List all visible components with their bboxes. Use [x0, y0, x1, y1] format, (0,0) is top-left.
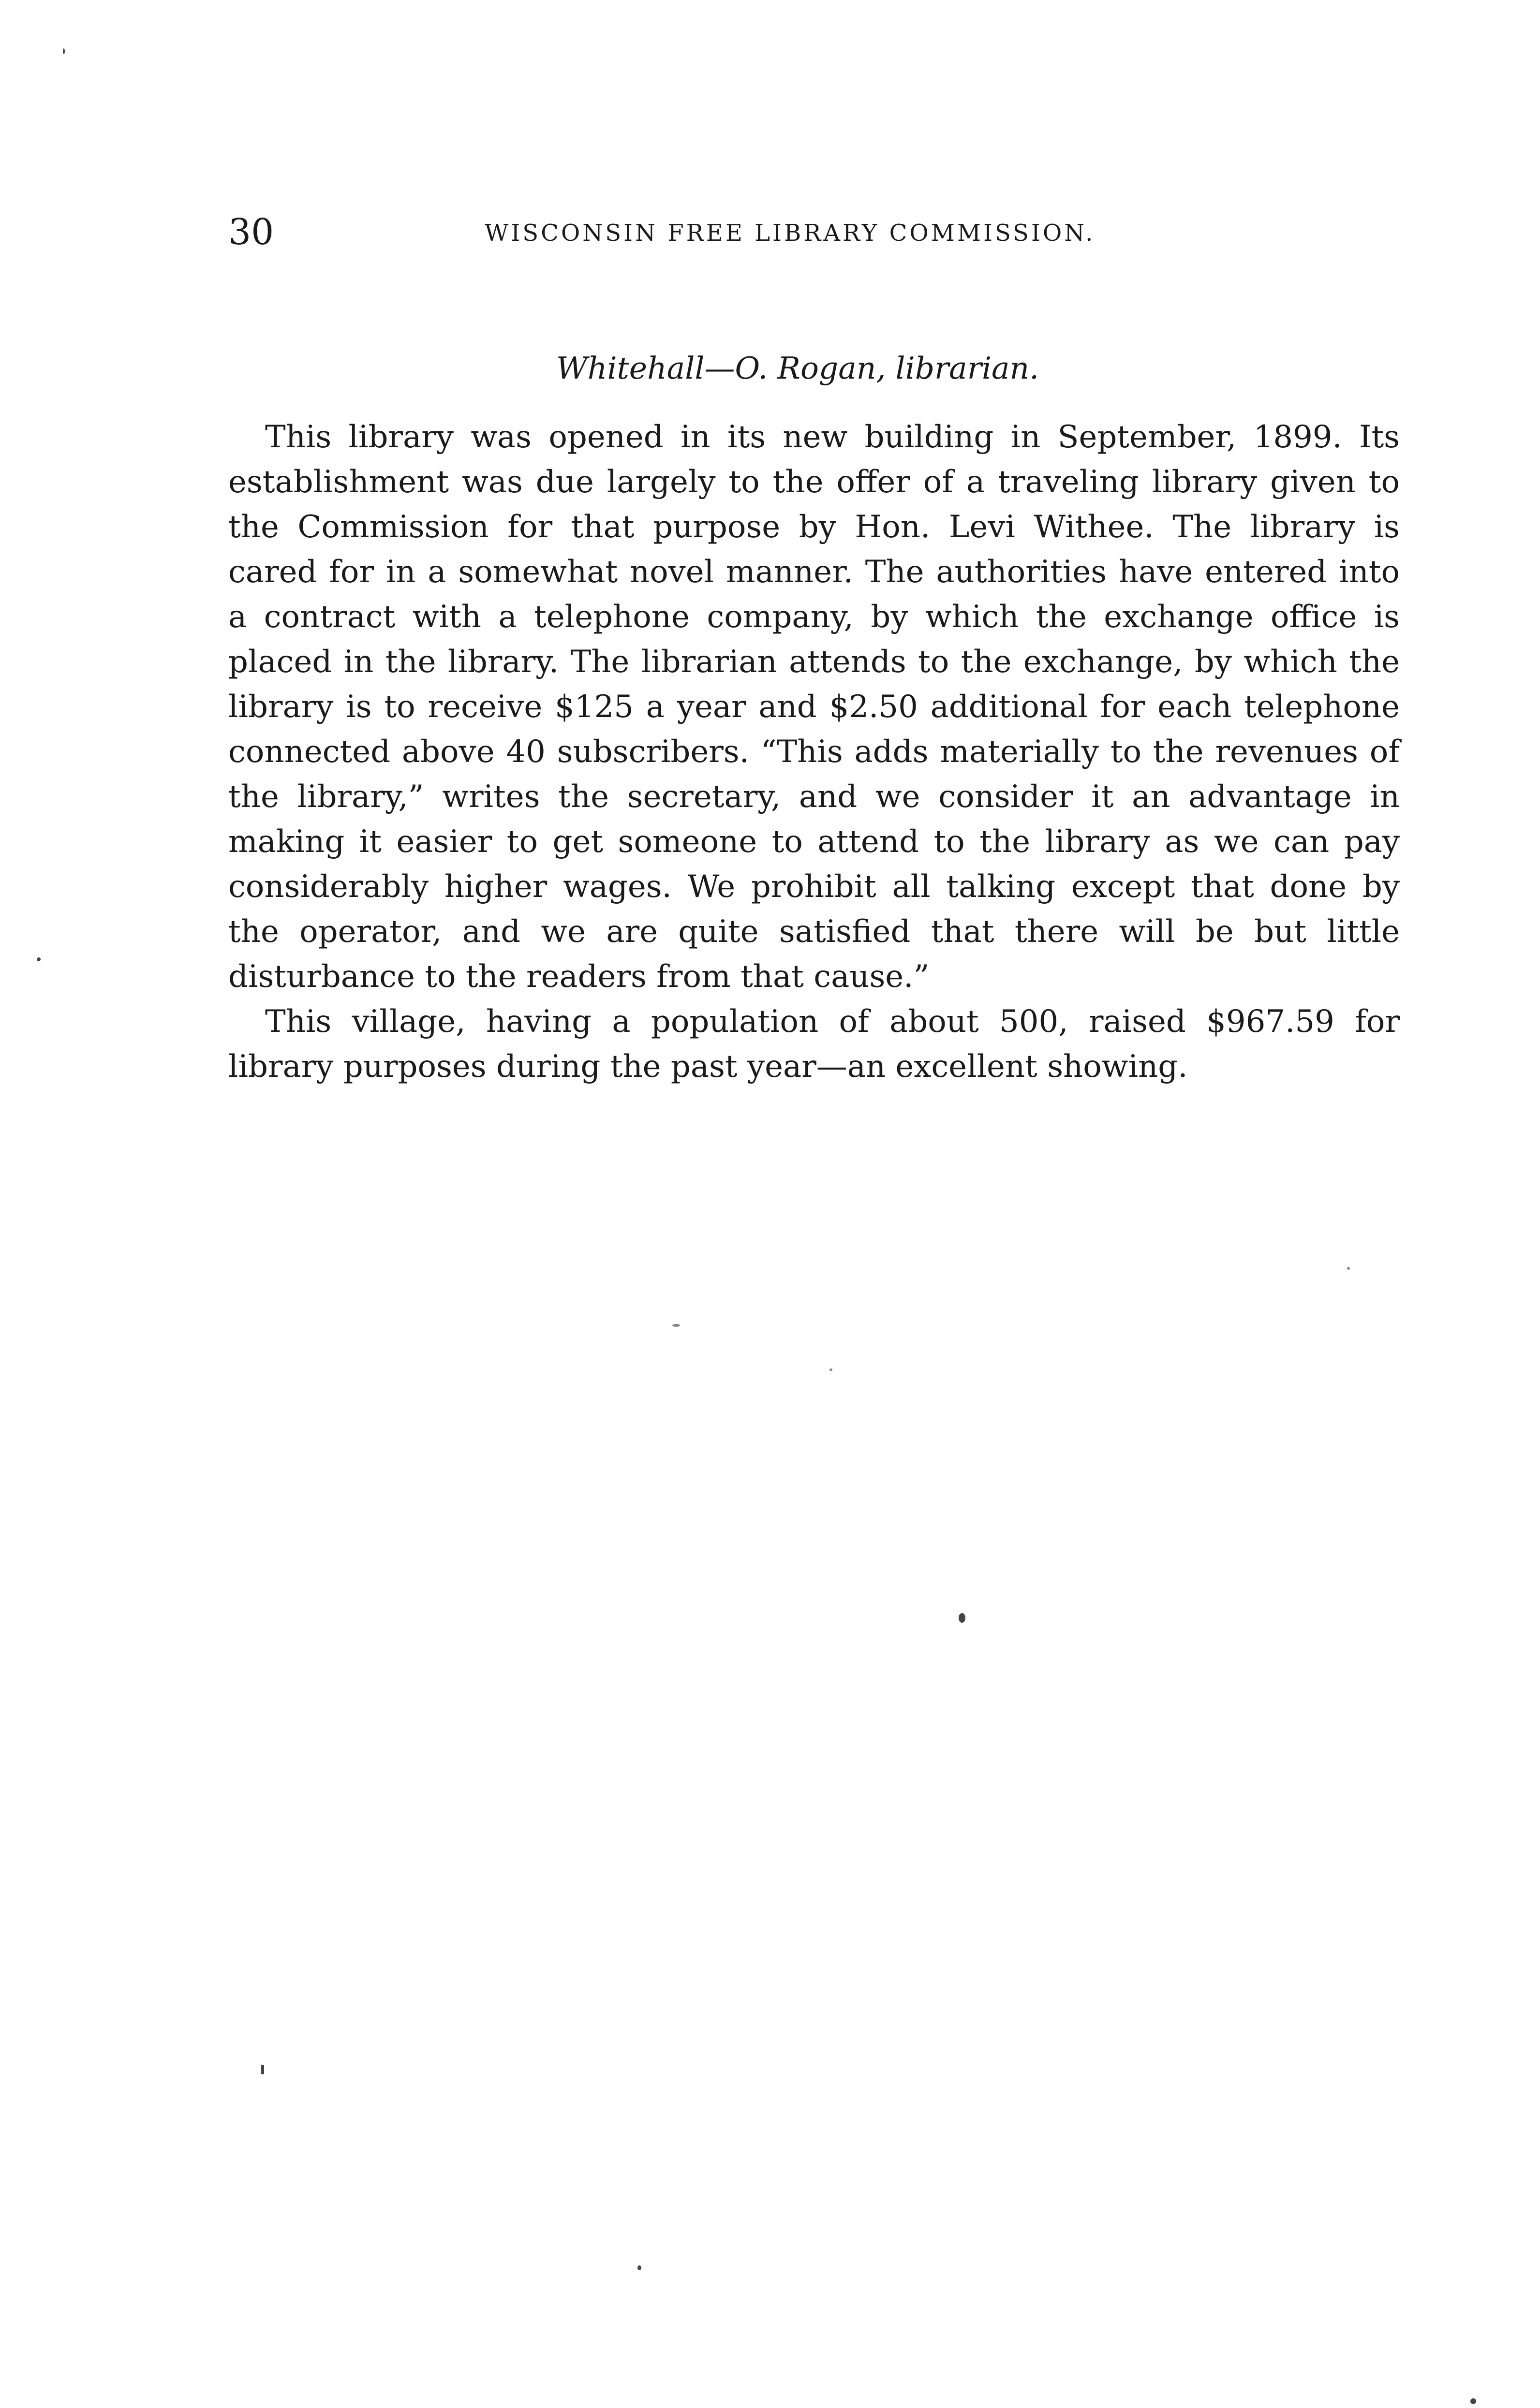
scan-speck	[261, 2065, 264, 2074]
scan-speck	[672, 1324, 680, 1327]
running-head	[228, 213, 1162, 251]
paragraph: This library was opened in its new building in September, 1899. Its establishment was due largely to the offer of a traveling library given to the Commission for that purpose by Hon. Levi Withee. The library is cared for in a somewhat novel manner. The authorities have entered into a contract with a telephone company, by which the exchange office is placed in the library. The librarian attends to the exchange, by which the library is to receive $125 a year and $2.50 additional for each telephone connected above 40 subscribers. “This adds materially to the revenues of the library,” writes the secretary, and we consider it an advantage in making it easier to get someone to attend to the library as we can pay considerably higher wages. We prohibit all talking except that done by the operator, and we are quite satisfied that there will be but little disturbance to the readers from that cause.”	[228, 419, 1400, 995]
scan-speck	[637, 2265, 641, 2270]
body-text	[228, 415, 1400, 1089]
scan-speck	[63, 48, 65, 54]
page-number: 30	[228, 211, 274, 253]
scan-speck	[829, 1368, 832, 1371]
running-head-title: WISCONSIN FREE LIBRARY COMMISSION.	[485, 220, 1096, 247]
scan-speck	[1347, 1267, 1350, 1270]
scan-speck	[1470, 2398, 1476, 2404]
scan-speck	[37, 957, 41, 961]
section-heading: Whitehall—O. Rogan, librarian.	[556, 351, 1039, 386]
paragraph: This village, having a population of about 500, raised $967.59 for library purposes during the past year—an excellent showing.	[228, 1004, 1400, 1085]
scan-speck	[959, 1613, 965, 1623]
